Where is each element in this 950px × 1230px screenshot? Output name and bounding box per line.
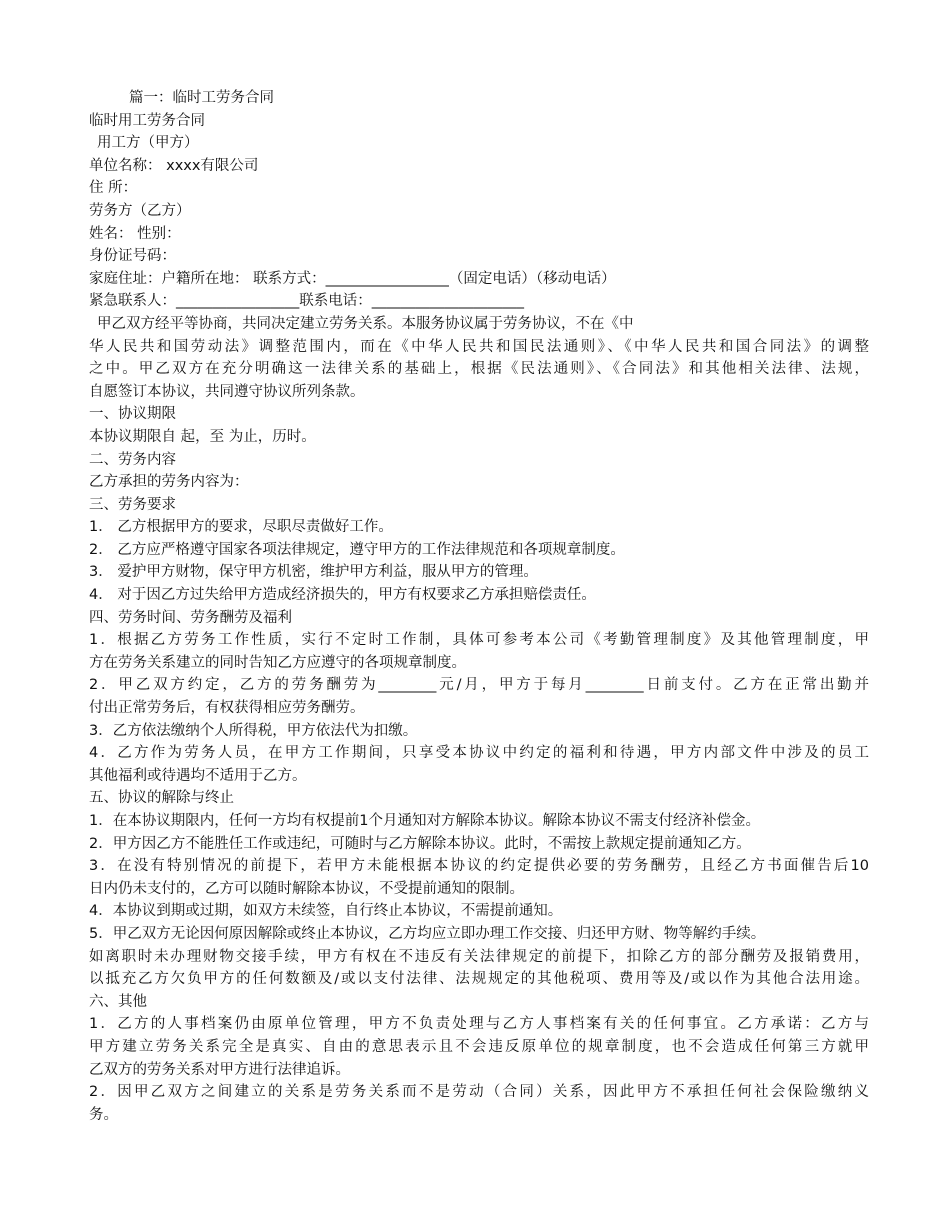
section-heading: 四、劳务时间、劳务酬劳及福利 (89, 609, 292, 626)
clause-line: 4． 对于因乙方过失给甲方造成经济损失的，甲方有权要求乙方承担赔偿责任。 (89, 587, 596, 604)
clause-line: 方在劳务关系建立的同时告知乙方应遵守的各项规章制度。 (89, 654, 466, 671)
party-b-label: 劳务方（乙方） (89, 202, 191, 219)
clause-line: 1． 乙方根据甲方的要求，尽职尽责做好工作。 (89, 519, 393, 536)
preamble-line: 甲乙双方经平等协商，共同决定建立劳务关系。本服务协议属于劳务协议，不在《中 (97, 315, 634, 332)
clause-line: 1．在本协议期限内，任何一方均有权提前1个月通知对方解除本协议。解除本协议不需支付经济补偿金。 (89, 813, 760, 829)
clause-line: 付出正常劳务后，有权获得相应劳务酬劳。 (89, 700, 365, 717)
contract-document (89, 87, 869, 1126)
clause-line: 如离职时未办理财物交接手续，甲方有权在不违反有关法律规定的前提下，扣除乙方的部分酬劳及报销费用， (89, 948, 869, 965)
clause-line: 务。 (89, 1106, 118, 1123)
party-a-label: 用工方（甲方） (97, 135, 199, 152)
id-number-line: 身份证号码： (89, 248, 176, 265)
document-heading: 篇一：临时工劳务合同 (129, 90, 274, 106)
clause-line: 3． 爱护甲方财物，保守甲方机密，维护甲方利益，服从甲方的管理。 (89, 564, 538, 581)
clause-line: 甲方建立劳务关系完全是真实、自由的意思表示且不会违反原单位的规章制度，也不会造成任何第三方就甲 (89, 1038, 869, 1055)
clause-line: 1．乙方的人事档案仍由原单位管理，甲方不负责处理与乙方人事档案有关的任何事宜。乙方承诺：乙方与 (89, 1016, 869, 1033)
clause-line: 日内仍未支付的，乙方可以随时解除本协议，不受提前通知的限制。 (89, 880, 524, 897)
emergency-contact-line: 紧急联系人：_________________联系电话：_____________________ (89, 293, 524, 310)
clause-line: 本协议期限自 起，至 为止，历时。 (89, 428, 316, 445)
contract-title: 临时用工劳务合同 (89, 112, 205, 129)
clause-line: 其他福利或待遇均不适用于乙方。 (89, 767, 307, 784)
section-heading: 二、劳务内容 (89, 451, 176, 468)
clause-line: 3．乙方依法缴纳个人所得税，甲方依法代为扣缴。 (89, 722, 418, 739)
preamble-line: 之中。甲乙双方在充分明确这一法律关系的基础上，根据《民法通则》、《合同法》和其他相关法律、法规， (89, 361, 869, 378)
section-heading: 五、协议的解除与终止 (89, 790, 234, 807)
preamble-line: 自愿签订本协议，共同遵守协议所列条款。 (89, 383, 365, 400)
clause-line: 4．乙方作为劳务人员，在甲方工作期间，只享受本协议中约定的福利和待遇，甲方内部文件中涉及的员工 (89, 745, 869, 762)
clause-line: 3．在没有特别情况的前提下，若甲方未能根据本协议的约定提供必要的劳务酬劳，且经乙方书面催告后10 (89, 858, 869, 875)
clause-line: 1．根据乙方劳务工作性质，实行不定时工作制，具体可参考本公司《考勤管理制度》及其他管理制度，甲 (89, 632, 869, 649)
clause-line: 2．甲乙双方约定，乙方的劳务酬劳为________元/月，甲方于每月________日前支付。乙方在正常出勤并 (89, 677, 869, 694)
clause-line: 乙方承担的劳务内容为： (89, 474, 249, 491)
section-heading: 一、协议期限 (89, 406, 176, 423)
clause-line: 以抵充乙方欠负甲方的任何数额及/或以支付法律、法规规定的其他税项、费用等及/或以作为其他合法用途。 (89, 971, 869, 988)
clause-line: 5．甲乙双方无论因何原因解除或终止本协议，乙方均应立即办理工作交接、归还甲方财、物等解约手续。 (89, 925, 766, 942)
section-heading: 三、劳务要求 (89, 496, 176, 513)
clause-line: 2．甲方因乙方不能胜任工作或违纪，可随时与乙方解除本协议。此时，不需按上款规定提前通知乙方。 (89, 835, 751, 852)
section-heading: 六、其他 (89, 993, 147, 1010)
clause-line: 2．因甲乙双方之间建立的关系是劳务关系而不是劳动（合同）关系，因此甲方不承担任何社会保险缴纳义 (89, 1084, 869, 1101)
clause-line: 乙双方的劳务关系对甲方进行法律追诉。 (89, 1061, 350, 1078)
home-address-line: 家庭住址：户籍所在地： 联系方式：_________________（固定电话）（移动电话） (89, 270, 616, 287)
address-line: 住 所： (89, 180, 138, 197)
company-name-line: 单位名称： xxxx有限公司 (89, 157, 259, 174)
clause-line: 4．本协议到期或过期，如双方未续签，自行终止本协议，不需提前通知。 (89, 903, 563, 920)
preamble-line: 华人民共和国劳动法》调整范围内，而在《中华人民共和国民法通则》、《中华人民共和国合同法》的调整 (89, 338, 869, 355)
name-gender-line: 姓名： 性别： (89, 225, 181, 242)
clause-line: 2． 乙方应严格遵守国家各项法律规定，遵守甲方的工作法律规范和各项规章制度。 (89, 541, 625, 558)
